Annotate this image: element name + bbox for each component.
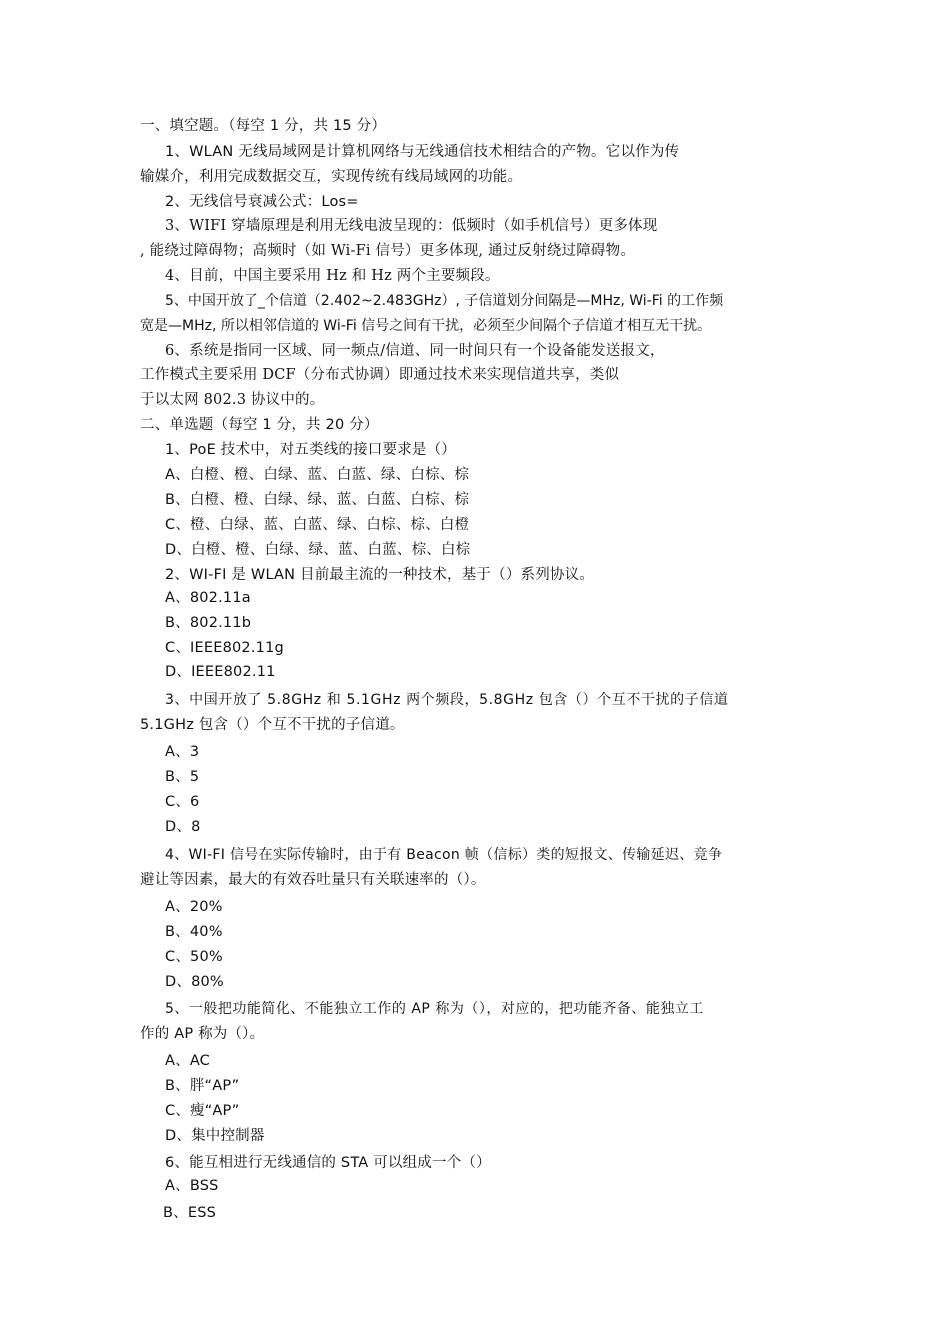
option-item: A、白橙、橙、白绿、蓝、白蓝、绿、白棕、棕: [165, 467, 470, 483]
option-item: C、瘦“AP”: [165, 1103, 240, 1119]
question-text: 5、中国开放了_个信道（2.402~2.483GHz）, 子信道划分间隔是—MHz, Wi-Fi 的工作频: [165, 293, 724, 309]
option-item: A、AC: [165, 1053, 211, 1069]
option-item: A、20%: [165, 899, 223, 915]
option-item: B、5: [165, 769, 200, 785]
question-stem: 作的 AP 称为（）。: [140, 1026, 265, 1042]
option-item: B、802.11b: [165, 615, 252, 631]
question-text: 输媒介，利用完成数据交互，实现传统有线局域网的功能。: [140, 169, 523, 185]
option-item: D、80%: [165, 974, 224, 990]
question-text: 1、WLAN 无线局域网是计算机网络与无线通信技术相结合的产物。它以作为传: [165, 144, 680, 160]
question-stem: 2、WI-FI 是 WLAN 目前最主流的一种技术，基于（）系列协议。: [165, 567, 595, 583]
question-text: 6、系统是指同一区域、同一频点/信道、同一时间只有一个设备能发送报文，: [165, 343, 665, 359]
option-item: B、白橙、橙、白绿、绿、蓝、白蓝、白棕、棕: [165, 492, 470, 508]
option-item: A、BSS: [165, 1178, 219, 1194]
option-item: D、白橙、橙、白绿、绿、蓝、白蓝、棕、白棕: [165, 542, 471, 558]
question-text: 宽是—MHz, 所以相邻信道的 Wi-Fi 信号之间有干扰，必须至少间隔个子信道才相互无干扰。: [140, 318, 712, 334]
option-item: B、40%: [165, 924, 223, 940]
question-stem: 1、PoE 技术中，对五类线的接口要求是（）: [165, 442, 456, 458]
option-item: C、50%: [165, 949, 223, 965]
question-text: 3、WIFI 穿墙原理是利用无线电波呈现的：低频时（如手机信号）更多体现: [165, 218, 658, 234]
question-text: 于以太网 802.3 协议中的。: [140, 392, 325, 408]
option-item: A、802.11a: [165, 590, 251, 606]
question-stem: 4、WI-FI 信号在实际传输时，由于有 Beacon 帧（信标）类的短报文、传输延迟、竞争: [165, 847, 723, 863]
option-item: C、6: [165, 794, 200, 810]
section-heading: 一、填空题。（每空 1 分，共 15 分）: [140, 118, 387, 134]
question-text: , 能绕过障碍物；高频时（如 Wi-Fi 信号）更多体现, 通过反射绕过障碍物。: [140, 243, 636, 259]
question-stem: 3、中国开放了 5.8GHz 和 5.1GHz 两个频段，5.8GHz 包含（）个互不干扰的子信道: [165, 692, 729, 708]
section-heading: 二、单选题（每空 1 分，共 20 分）: [140, 417, 379, 433]
option-item: B、胖“AP”: [165, 1078, 240, 1094]
question-text: 2、无线信号衰减公式：Los=: [165, 194, 359, 210]
option-item: D、IEEE802.11: [165, 664, 276, 680]
option-item: D、8: [165, 819, 201, 835]
question-stem: 5.1GHz 包含（）个互不干扰的子信道。: [140, 717, 405, 733]
question-text: 工作模式主要采用 DCF（分布式协调）即通过技术来实现信道共享，类似: [140, 367, 620, 383]
option-item: C、橙、白绿、蓝、白蓝、绿、白棕、棕、白橙: [165, 517, 470, 533]
option-item: A、3: [165, 744, 200, 760]
option-item: C、IEEE802.11g: [165, 640, 284, 656]
question-text: 4、目前，中国主要采用 Hz 和 Hz 两个主要频段。: [165, 268, 500, 284]
question-stem: 6、能互相进行无线通信的 STA 可以组成一个（）: [165, 1155, 491, 1171]
question-stem: 5、一般把功能简化、不能独立工作的 AP 称为（），对应的，把功能齐备、能独立工: [165, 1001, 704, 1017]
question-stem: 避让等因素，最大的有效吞吐量只有关联速率的（）。: [140, 872, 486, 888]
option-item: B、ESS: [163, 1205, 217, 1221]
option-item: D、集中控制器: [165, 1128, 265, 1144]
